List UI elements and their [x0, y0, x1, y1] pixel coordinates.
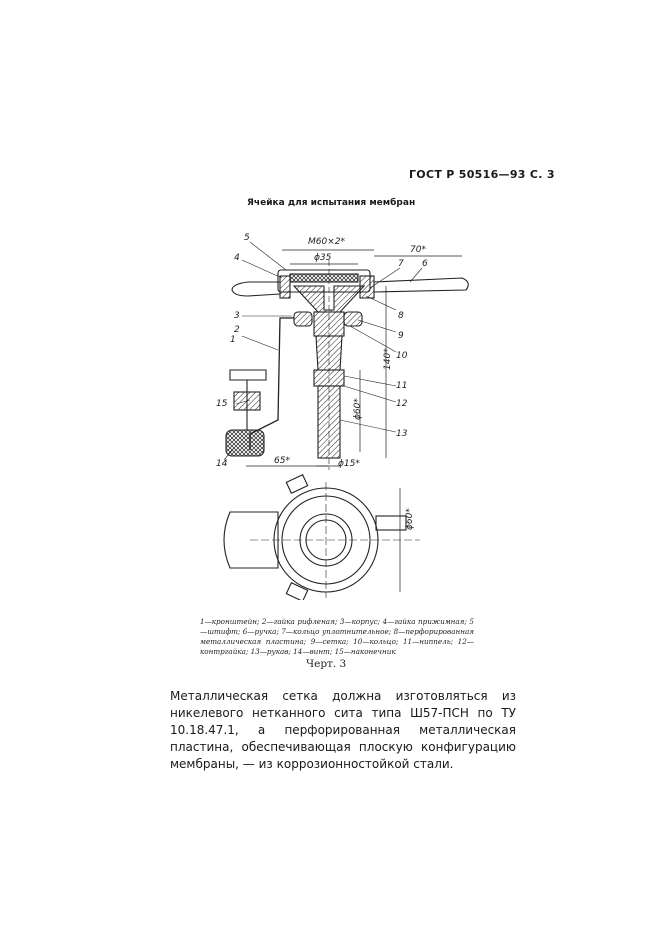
page-header: ГОСТ Р 50516—93 С. 3	[409, 168, 555, 181]
dim-height: 140*	[383, 348, 393, 370]
part-label-8: 8	[398, 311, 404, 321]
dim-outer-diameter: ϕ60*	[353, 398, 363, 420]
figure-title: Ячейка для испытания мембран	[247, 198, 416, 208]
part-label-12: 12	[396, 399, 408, 409]
bracket-arm	[230, 370, 266, 380]
part-label-9: 9	[398, 331, 404, 341]
plan-handle-bottom	[286, 583, 307, 600]
left-nut	[280, 276, 290, 298]
dim-plan-diameter: ϕ60*	[405, 508, 415, 530]
technical-drawing	[190, 220, 530, 600]
plan-handle-top	[286, 475, 307, 493]
part-label-7: 7	[398, 259, 404, 269]
part-label-2: 2	[234, 325, 240, 335]
part-label-5: 5	[244, 233, 250, 243]
screw-14	[226, 430, 264, 456]
part-label-6: 6	[422, 259, 428, 269]
part-label-13: 13	[396, 429, 408, 439]
dim-bracket-offset: 65*	[274, 456, 290, 466]
handle-left	[232, 282, 280, 296]
figure-caption: Черт. 3	[306, 658, 347, 670]
dim-handle-length: 70*	[410, 245, 426, 255]
dim-thread: M60×2*	[308, 237, 345, 247]
nut-2	[294, 312, 312, 326]
plan-pin	[376, 516, 406, 530]
handle-right	[374, 278, 468, 292]
part-label-14: 14	[216, 459, 228, 469]
dim-sleeve-diameter: ϕ15*	[338, 459, 360, 469]
nut-10	[344, 312, 362, 326]
mesh	[290, 274, 358, 282]
part-label-10: 10	[396, 351, 408, 361]
part-label-1: 1	[230, 335, 236, 345]
body-paragraph: Металлическая сетка должна изготовляться из никелевого нетканного сита типа Ш57-ПСН по ТУ 10.18.47.1, а перфорированная металлическая пластина, обеспечивающая плоскую конфигурацию мембраны, — из коррозионностойкой стали.	[170, 689, 516, 771]
part-label-11: 11	[396, 381, 408, 391]
part-label-15: 15	[216, 399, 228, 409]
part-label-3: 3	[234, 311, 240, 321]
figure-legend: 1—кронштейн; 2—гайка рифленая; 3—корпус; 4—гайка прижимная; 5—штифт; 6—ручка; 7—кольцо уплотнительное; 8—перфорированная металлическая пластина; 9—сетка; 10—кольцо; 11—ниппель; 12—контргайка; 13—рукав; 14—винт; 15—наконечник	[200, 617, 474, 656]
dim-inner-diameter: ϕ35	[314, 253, 332, 263]
part-label-4: 4	[234, 253, 240, 263]
